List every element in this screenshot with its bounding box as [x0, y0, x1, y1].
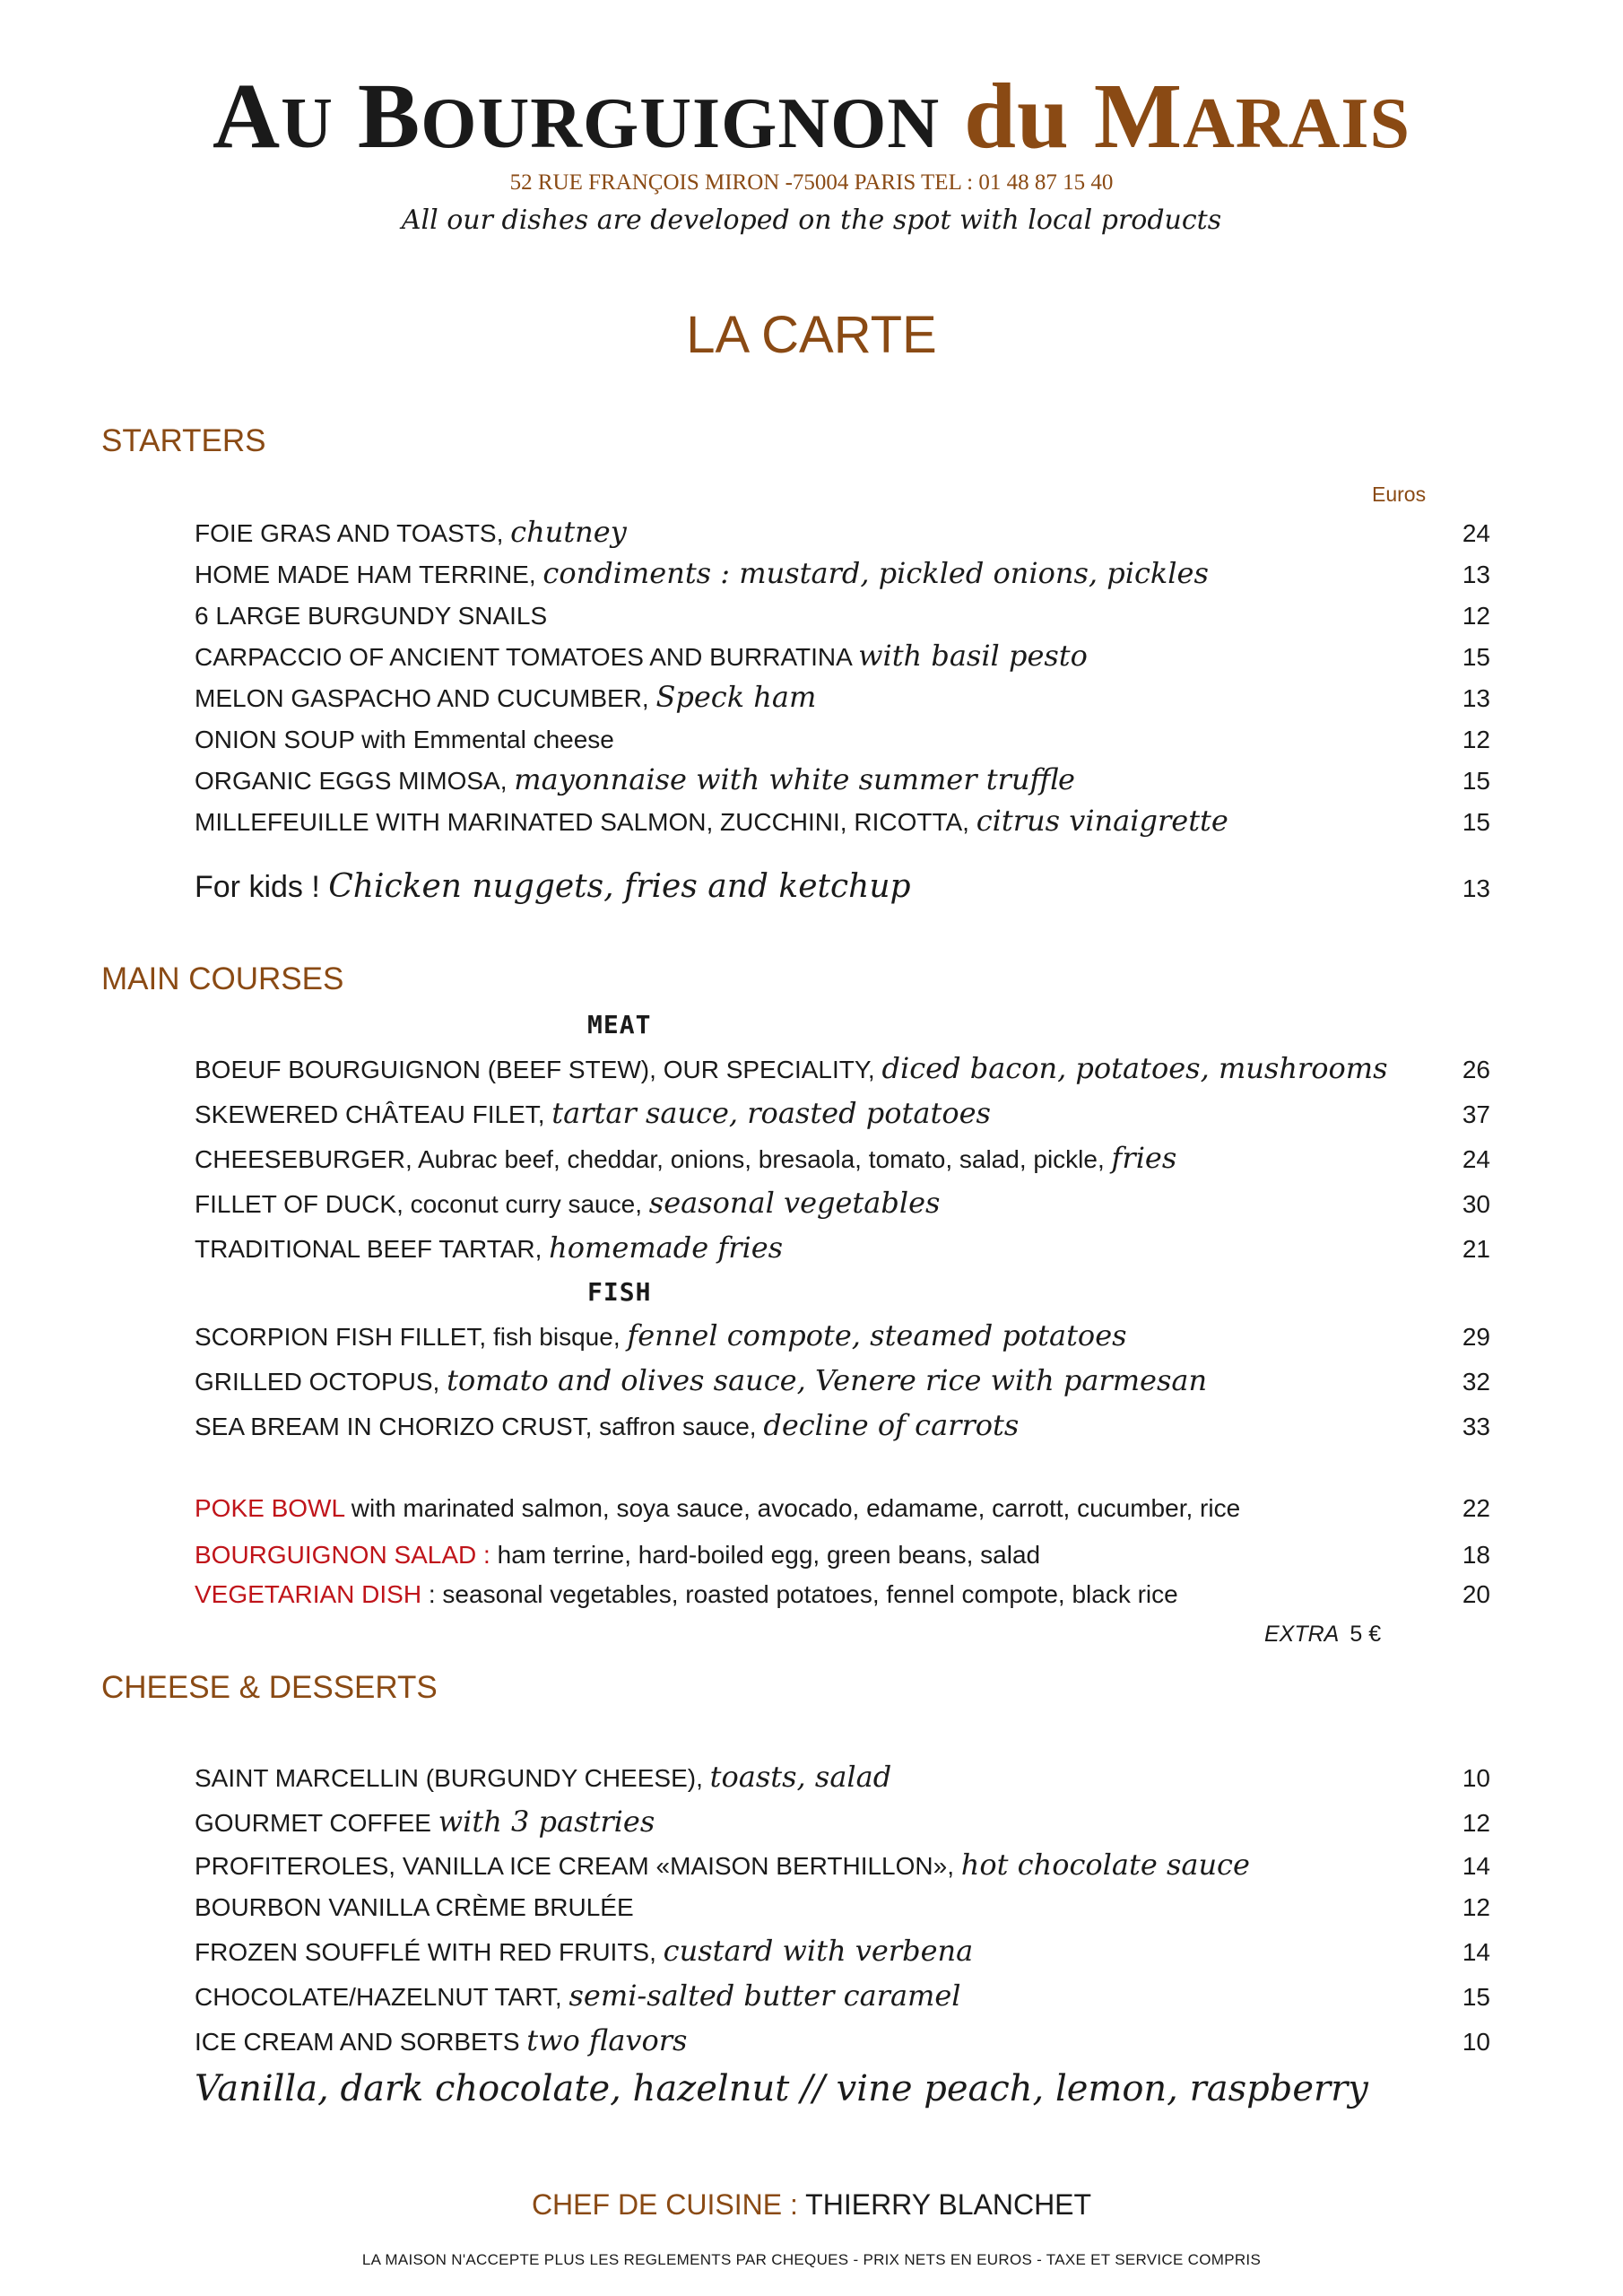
menu-item: CHEESEBURGER, Aubrac beef, cheddar, onions, bresaola, tomato, salad, pickle, fries 24 [195, 1141, 1490, 1175]
item-price: 24 [1462, 1145, 1490, 1173]
menu-item: ICE CREAM AND SORBETS two flavors 10 [195, 2023, 1490, 2057]
menu-item: SKEWERED CHÂTEAU FILET, tartar sauce, roasted potatoes 37 [195, 1096, 1490, 1130]
menu-item: FROZEN SOUFFLÉ WITH RED FRUITS, custard with verbena 14 [195, 1934, 1490, 1968]
section-title-main-courses: MAIN COURSES [101, 961, 344, 996]
menu-item: BOEUF BOURGUIGNON (BEEF STEW), OUR SPECIALITY, diced bacon, potatoes, mushrooms 26 [195, 1051, 1490, 1085]
menu-item: MILLEFEUILLE WITH MARINATED SALMON, ZUCCHINI, RICOTTA, citrus vinaigrette 15 [195, 804, 1490, 838]
kids-menu-item: For kids ! Chicken nuggets, fries and ketchup 13 [195, 868, 1490, 905]
item-price: 14 [1462, 1852, 1490, 1880]
item-price: 15 [1462, 1983, 1490, 2011]
menu-item: SAINT MARCELLIN (BURGUNDY CHEESE), toasts, salad 10 [195, 1760, 1490, 1794]
item-price: 13 [1462, 874, 1490, 902]
special-item-vegetarian-dish: VEGETARIAN DISH : seasonal vegetables, roasted potatoes, fennel compote, black rice 20 [195, 1580, 1490, 1608]
item-price: 37 [1462, 1100, 1490, 1128]
menu-title: LA CARTE [686, 306, 937, 364]
item-price: 22 [1462, 1494, 1490, 1522]
menu-item: GOURMET COFFEE with 3 pastries 12 [195, 1805, 1490, 1839]
item-price: 15 [1462, 808, 1490, 836]
menu-item: TRADITIONAL BEEF TARTAR, homemade fries 21 [195, 1231, 1490, 1265]
item-price: 24 [1462, 519, 1490, 547]
menu-item: 6 LARGE BURGUNDY SNAILS 12 [195, 602, 1490, 630]
restaurant-name: AU BOURGUIGNON du MARAIS [213, 65, 1410, 168]
item-price: 12 [1462, 1893, 1490, 1921]
item-price: 13 [1462, 561, 1490, 588]
menu-item: GRILLED OCTOPUS, tomato and olives sauce, Venere rice with parmesan 32 [195, 1363, 1490, 1397]
item-price: 20 [1462, 1580, 1490, 1608]
item-price: 14 [1462, 1938, 1490, 1966]
currency-label: Euros [1372, 483, 1427, 506]
section-title-cheese-desserts: CHEESE & DESSERTS [101, 1670, 438, 1705]
item-price: 15 [1462, 767, 1490, 795]
section-title-starters: STARTERS [101, 423, 266, 458]
item-price: 12 [1462, 726, 1490, 753]
item-price: 10 [1462, 1764, 1490, 1792]
chef-credit: CHEF DE CUISINE : THIERRY BLANCHET [531, 2188, 1092, 2221]
subheading-fish: FISH [587, 1277, 652, 1307]
item-price: 13 [1462, 684, 1490, 712]
menu-item: HOME MADE HAM TERRINE, condiments : mustard, pickled onions, pickles 13 [195, 556, 1490, 590]
tagline: All our dishes are developed on the spot with local products [401, 204, 1222, 236]
item-price: 26 [1462, 1056, 1490, 1083]
item-price: 29 [1462, 1323, 1490, 1351]
item-price: 12 [1462, 1809, 1490, 1837]
menu-item: SEA BREAM IN CHORIZO CRUST, saffron sauce, decline of carrots 33 [195, 1408, 1490, 1442]
menu-item: SCORPION FISH FILLET, fish bisque, fennel compote, steamed potatoes 29 [195, 1318, 1490, 1352]
menu-item: BOURBON VANILLA CRÈME BRULÉE 12 [195, 1893, 1490, 1921]
special-item-poke-bowl: POKE BOWL with marinated salmon, soya sauce, avocado, edamame, carrott, cucumber, rice 22 [195, 1494, 1490, 1522]
item-price: 12 [1462, 602, 1490, 630]
subheading-meat: MEAT [587, 1010, 652, 1039]
item-price: 30 [1462, 1190, 1490, 1218]
special-item-bourguignon-salad: BOURGUIGNON SALAD : ham terrine, hard-boiled egg, green beans, salad 18 [195, 1541, 1490, 1569]
menu-item: CHOCOLATE/HAZELNUT TART, semi-salted butter caramel 15 [195, 1979, 1490, 2013]
item-price: 21 [1462, 1235, 1490, 1263]
ice-cream-flavors: Vanilla, dark chocolate, hazelnut // vine peach, lemon, raspberry [195, 2068, 1368, 2109]
item-price: 15 [1462, 643, 1490, 671]
menu-item: CARPACCIO OF ANCIENT TOMATOES AND BURRATINA with basil pesto 15 [195, 639, 1490, 673]
item-price: 10 [1462, 2028, 1490, 2056]
item-price: 32 [1462, 1368, 1490, 1396]
item-price: 18 [1462, 1541, 1490, 1569]
address-phone: 52 RUE FRANÇOIS MIRON -75004 PARIS TEL : 01 48 87 15 40 [509, 170, 1114, 195]
menu-item: PROFITEROLES, VANILLA ICE CREAM «MAISON BERTHILLON», hot chocolate sauce 14 [195, 1848, 1490, 1882]
menu-item: ORGANIC EGGS MIMOSA, mayonnaise with white summer truffle 15 [195, 762, 1490, 796]
menu-item: FILLET OF DUCK, coconut curry sauce, seasonal vegetables 30 [195, 1186, 1490, 1220]
menu-item: ONION SOUP with Emmental cheese 12 [195, 726, 1490, 753]
footer-note: LA MAISON N'ACCEPTE PLUS LES REGLEMENTS PAR CHEQUES - PRIX NETS EN EUROS - TAXE ET SERVICE COMPRIS [361, 2251, 1262, 2268]
item-price: 33 [1462, 1413, 1490, 1440]
menu-item: MELON GASPACHO AND CUCUMBER, Speck ham 13 [195, 680, 1490, 714]
extra-charge: EXTRA 5 € [1264, 1622, 1382, 1647]
menu-item: FOIE GRAS AND TOASTS, chutney 24 [195, 515, 1490, 549]
